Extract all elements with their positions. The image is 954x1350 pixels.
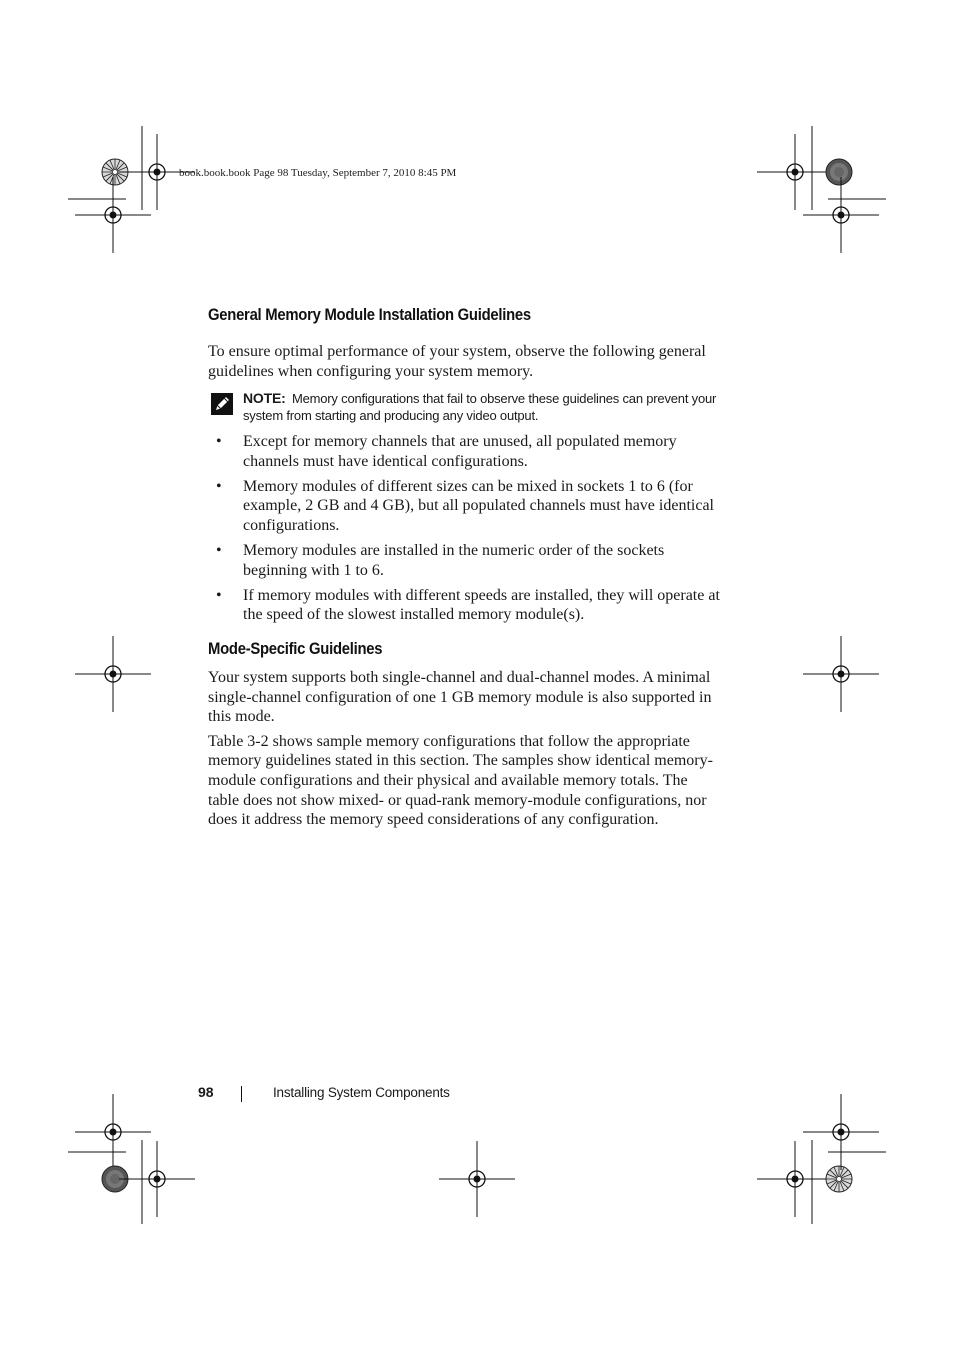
note-body: Memory configurations that fail to observe these guidelines can prevent your system from starting and producing any video output. [243, 391, 717, 424]
list-item [208, 477, 720, 536]
list-item [208, 432, 720, 471]
bullet-icon: • [216, 586, 222, 604]
note-label: NOTE: [243, 390, 286, 407]
list-item-text: Memory modules are installed in the numeric order of the sockets beginning with 1 to 6. [243, 542, 665, 579]
note-text [243, 390, 720, 424]
list-item [208, 586, 720, 625]
chapter-title: Installing System Components [273, 1085, 450, 1100]
bullet-icon: • [216, 542, 222, 560]
intro-paragraph: To ensure optimal performance of your system, observe the following general guidelines when configuring your system memory. [208, 343, 706, 380]
section-heading-general-guidelines: General Memory Module Installation Guidelines [208, 306, 531, 324]
list-item [208, 541, 720, 580]
list-item-text: If memory modules with different speeds are installed, they will operate at the speed of the slowest installed memory module(s). [243, 586, 720, 624]
note-callout [208, 390, 720, 424]
note-pencil-icon [211, 393, 233, 415]
mode-paragraph-2: Table 3-2 shows sample memory configurations that follow the appropriate memory guidelines stated in this section. The samples show identical memory-module configurations and their physical and available memory totals. The table does not show mixed- or quad-rank memory-module configurations, nor does it address the memory speed considerations of any configuration. [208, 732, 713, 829]
print-slug: book.book.book Page 98 Tuesday, September 7, 2010 8:45 PM [179, 167, 457, 179]
footer-divider [241, 1086, 242, 1102]
bullet-icon: • [216, 477, 222, 495]
page-content [208, 306, 720, 830]
mode-paragraph-1: Your system supports both single-channel and dual-channel modes. A minimal single-channel configuration of one 1 GB memory module is also supported in this mode. [208, 669, 712, 726]
bullet-icon: • [216, 433, 222, 451]
list-item-text: Except for memory channels that are unused, all populated memory channels must have identical configurations. [243, 433, 677, 470]
guidelines-list [208, 432, 720, 625]
section-heading-mode-specific: Mode-Specific Guidelines [208, 640, 383, 659]
list-item-text: Memory modules of different sizes can be mixed in sockets 1 to 6 (for example, 2 GB and 4 GB), but all populated channels must have identical configurations. [243, 477, 714, 535]
page-number: 98 [198, 1084, 214, 1100]
